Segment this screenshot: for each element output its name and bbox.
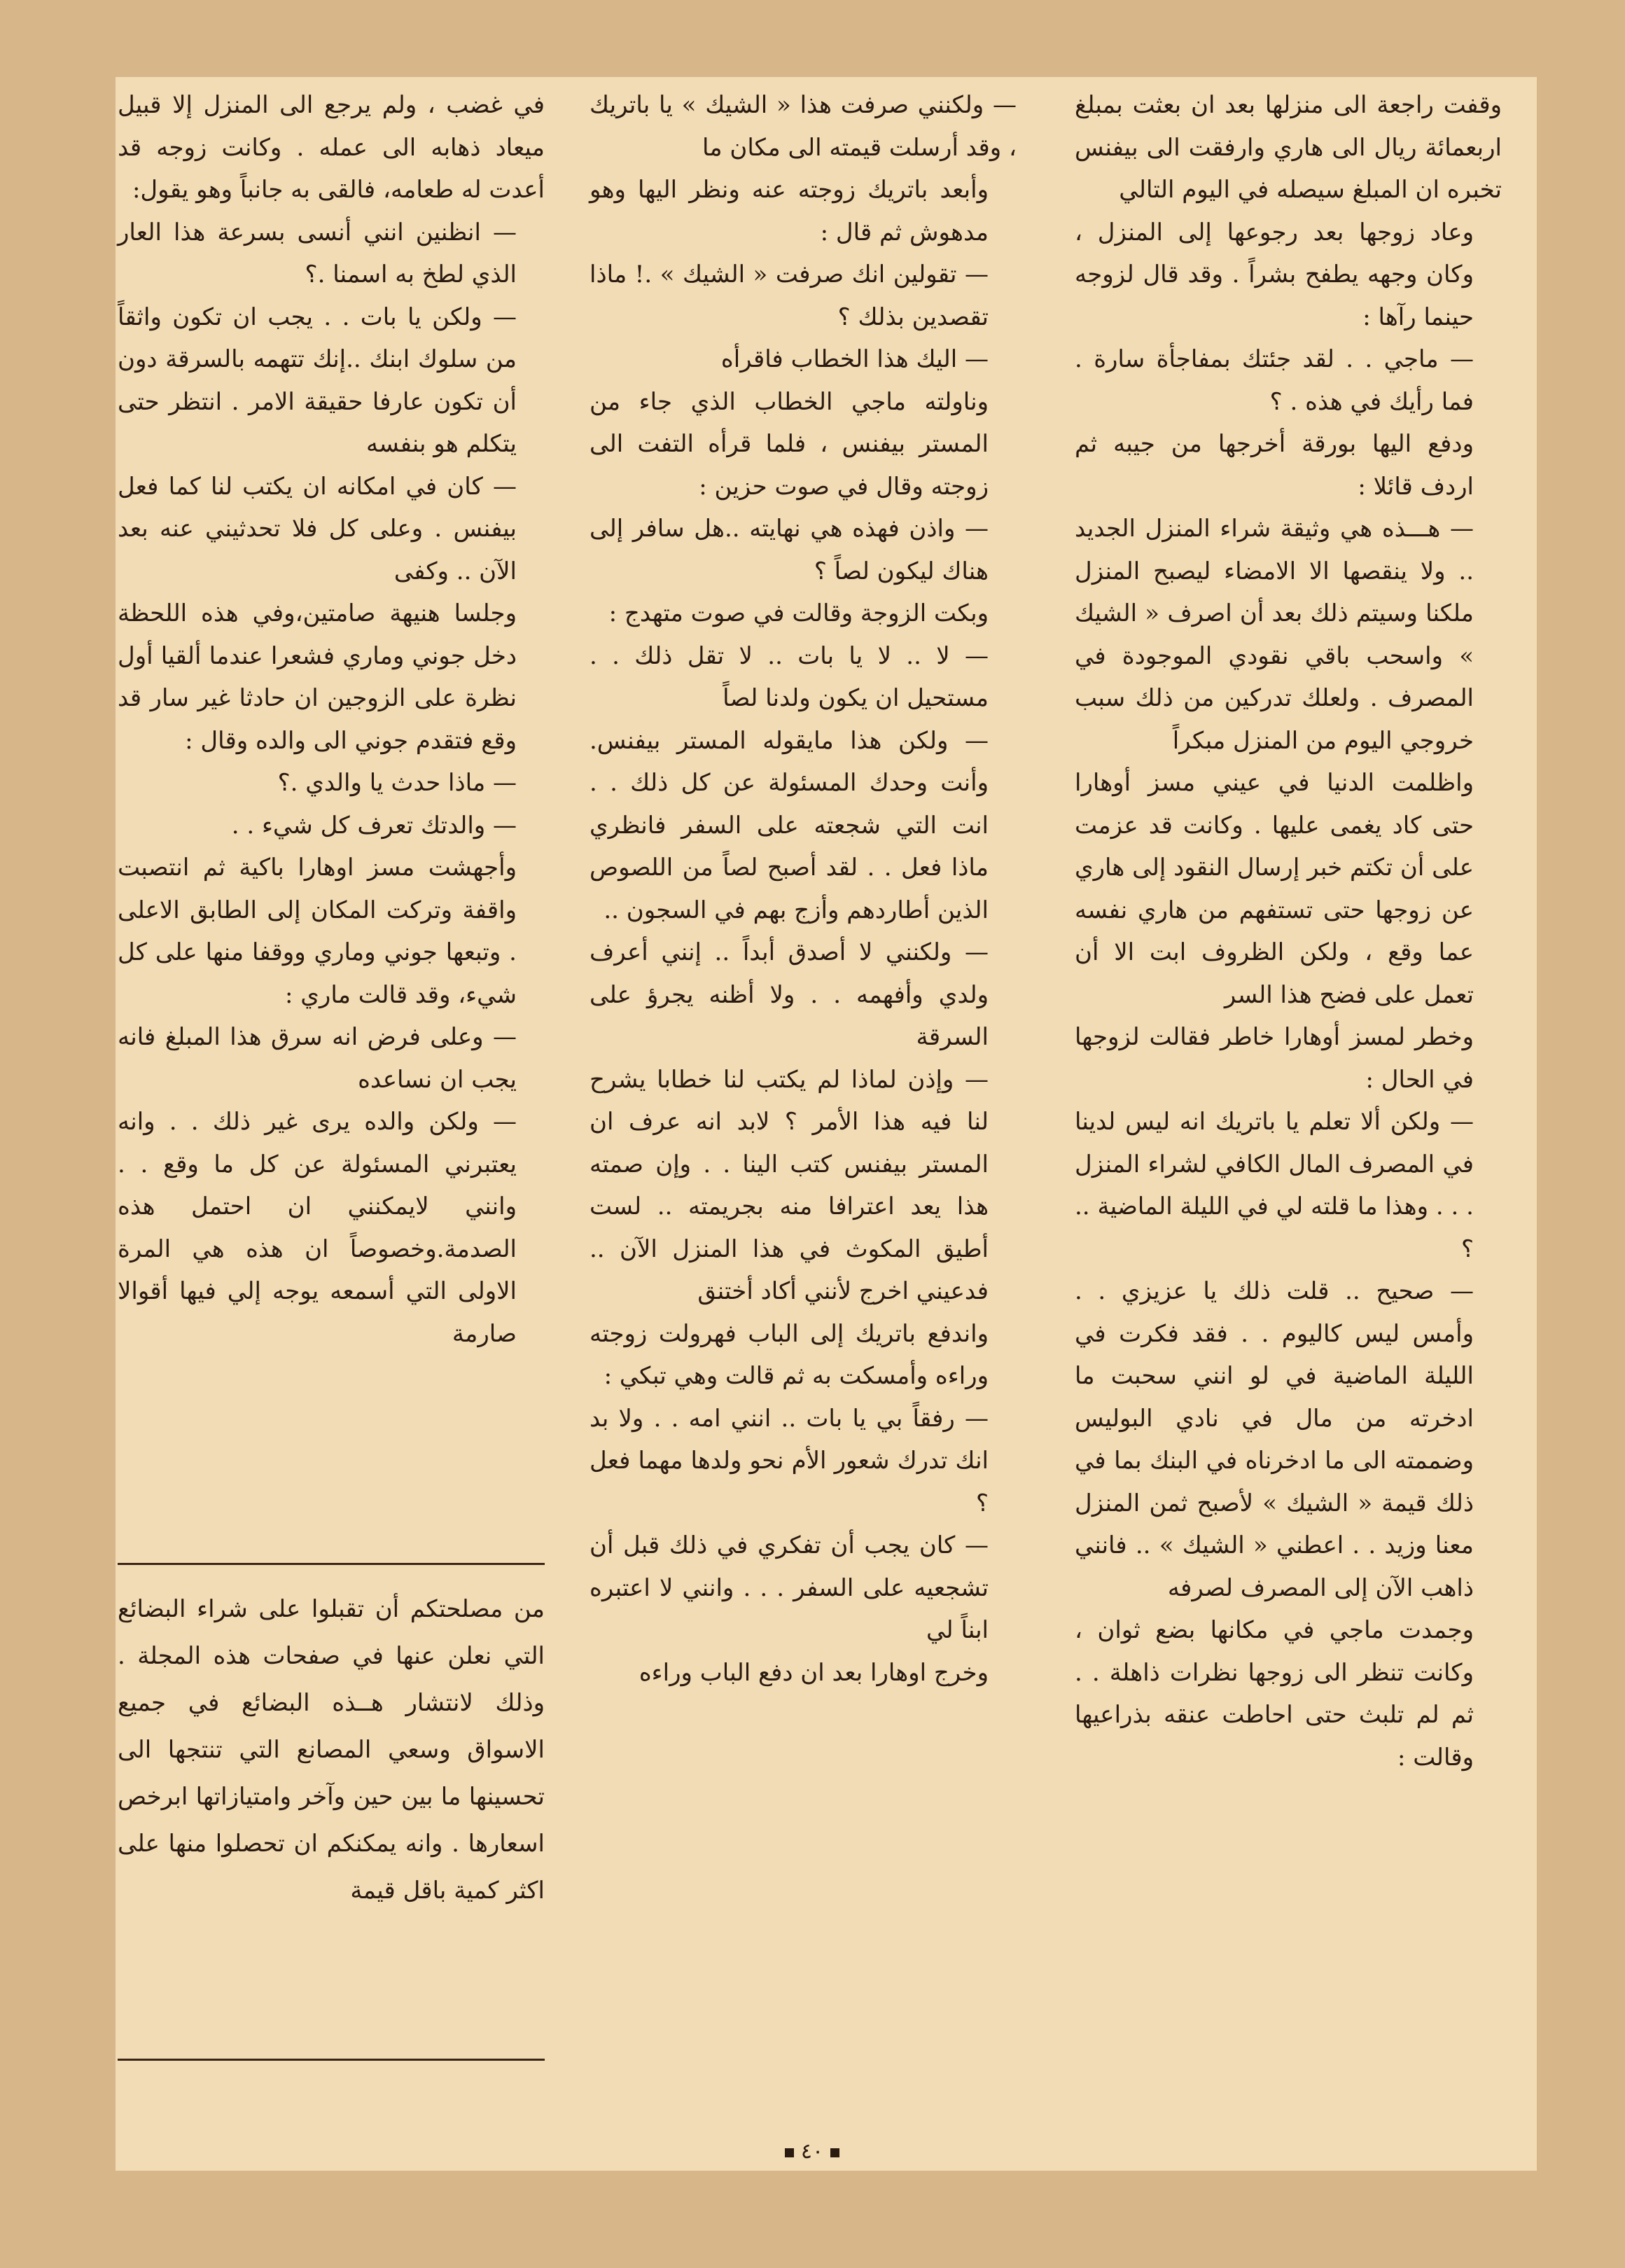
paragraph: — كان يجب أن تفكري في ذلك قبل أن تشجعيه على السفر . . . وانني لا اعتبره ابناً لي (590, 1531, 989, 1644)
paragraph: — وإذن لماذا لم يكتب لنا خطابا يشرح لنا فيه هذا الأمر ؟ لابد انه عرف ان المستر بيفنس كتب الينا . . وإن صمته هذا يعد اعترافا منه بجريمته .. لست أطيق المكوث في هذا المنزل الآن .. فدعيني اخرج لأنني أكاد أختنق (590, 1065, 989, 1305)
paragraph: — صحيح .. قلت ذلك يا عزيزي . . وأمس ليس كاليوم . . فقد فكرت في الليلة الماضية في لو انني سحبت ما ادخرته من مال في نادي البوليس وضممته الى ما ادخرناه في البنك بما في ذلك قيمة « الشيك » لأصبح ثمن المنزل معنا وزيد . . اعطني « الشيك » .. فانني ذاهب الآن إلى المصرف لصرفه (1075, 1277, 1474, 1602)
paragraph: — ولكن والده يرى غير ذلك . . وانه يعتبرني المسئولة عن كل ما وقع . . وانني لايمكنني ان احتمل هذه الصدمة.وخصوصاً ان هذه هي المرة الاولى التي أسمعه يوجه إلي فيها أقوالا صارمة (118, 1108, 517, 1348)
paragraph: واظلمت الدنيا في عيني مسز أوهارا حتى كاد يغمى عليها . وكانت قد عزمت على أن تكتم خبر إرسال النقود إلى هاري عن زوجها حتى تستفهم من هاري نفسه عما وقع ، ولكن الظروف ابت الا أن تعمل على فضح هذا السر (1075, 769, 1474, 1009)
paragraph: وخرج اوهارا بعد ان دفع الباب وراءه (639, 1658, 989, 1687)
text-column-middle (590, 84, 1017, 1694)
paragraph: — واذن فهذه هي نهايته ..هل سافر إلى هناك ليكون لصاً ؟ (590, 515, 989, 585)
paragraph: — هـــذه هي وثيقة شراء المنزل الجديد .. ولا ينقصها الا الامضاء ليصبح المنزل ملكنا وسيتم ذلك بعد أن اصرف « الشيك » واسحب باقي نقودي الموجودة في المصرف . ولعلك تدركين من ذلك سبب خروجي اليوم من المنزل مبكراً (1075, 515, 1474, 755)
paragraph: واندفع باتريك إلى الباب فهرولت زوجته وراءه وأمسكت به ثم قالت وهي تبكي : (590, 1319, 989, 1390)
paragraph: وجمدت ماجي في مكانها بضع ثوان ، وكانت تنظر الى زوجها نظرات ذاهلة . . ثم لم تلبث حتى احاطت عنقه بذراعيها وقالت : (1075, 1616, 1474, 1772)
paragraph: — ولكنني لا أصدق أبداً .. إنني أعرف ولدي وأفهمه . . ولا أظنه يجرؤ على السرقة (590, 938, 989, 1051)
paragraph: — اليك هذا الخطاب فاقرأه (720, 345, 989, 373)
paragraph: — رفقاً بي يا بات .. انني امه . . ولا بد انك تدرك شعور الأم نحو ولدها مهما فعل ؟ (590, 1404, 989, 1517)
advertisement-notice: من مصلحتكم أن تقبلوا على شراء البضائع التي نعلن عنها في صفحات هذه المجلة . وذلك لانتشار هــذه البضائع في جميع الاسواق وسعي المصانع التي تنتجها الى تحسينها ما بين حين وآخر وامتيازاتها ابرخص اسعارها . وانه يمكنكم ان تحصلوا منها على اكثر كمية باقل قيمة (118, 1595, 545, 1905)
paragraph: — ماذا حدث يا والدي .؟ (277, 769, 517, 797)
paragraph: وأجهشت مسز اوهارا باكية ثم انتصبت واقفة وتركت المكان إلى الطابق الاعلى . وتبعها جوني وماري ووقفا منها على كل شيء، وقد قالت ماري : (118, 854, 517, 1009)
paragraph: — والدتك تعرف كل شيء . . (231, 811, 517, 840)
paragraph: — ولكن هذا مايقوله المستر بيفنس. وأنت وحدك المسئولة عن كل ذلك . . انت التي شجعته على السفر فانظري ماذا فعل . . لقد أصبح لصاً من اللصوص الذين أطاردهم وأزج بهم في السجون .. (590, 726, 989, 924)
square-ornament-icon (785, 2148, 794, 2157)
square-ornament-icon (830, 2148, 839, 2157)
paragraph: — ماجي . . لقد جئتك بمفاجأة سارة . فما رأيك في هذه . ؟ (1075, 345, 1474, 416)
paragraph: — كان في امكانه ان يكتب لنا كما فعل بيفنس . وعلى كل فلا تحدثيني عنه بعد الآن .. وكفى (118, 472, 517, 585)
paragraph: ودفع اليها بورقة أخرجها من جيبه ثم اردف قائلا : (1075, 430, 1474, 501)
paragraph: — تقولين انك صرفت « الشيك » .! ماذا تقصدين بذلك ؟ (590, 260, 989, 331)
text-column-left (118, 84, 545, 1355)
paragraph: وعاد زوجها بعد رجوعها إلى المنزل ، وكان وجهه يطفح بشراً . وقد قال لزوجه حينما رآها : (1075, 218, 1474, 331)
page-number (728, 2139, 896, 2164)
paragraph: — لا .. لا يا بات .. لا تقل ذلك . . مستحيل ان يكون ولدنا لصاً (590, 641, 989, 712)
text-column-right (1075, 84, 1502, 1779)
paragraph: وناولته ماجي الخطاب الذي جاء من المستر بيفنس ، فلما قرأه التفت الى زوجته وقال في صوت حزين : (590, 387, 989, 501)
paragraph: — انظنين انني أنسى بسرعة هذا العار الذي لطخ به اسمنا .؟ (118, 218, 517, 288)
paragraph: وقفت راجعة الى منزلها بعد ان بعثت بمبلغ اربعمائة ريال الى هاري وارفقت الى بيفنس تخبره ان المبلغ سيصله في اليوم التالي (1075, 91, 1502, 204)
page-number-text: ٤٠ (800, 2139, 824, 2164)
divider-rule-top (118, 1563, 545, 1565)
paragraph: في غضب ، ولم يرجع الى المنزل إلا قبيل ميعاد ذهابه الى عمله . وكانت زوجه قد أعدت له طعامه، فالقى به جانباً وهو يقول: (118, 91, 545, 204)
paragraph: — ولكن ألا تعلم يا باتريك انه ليس لدينا في المصرف المال الكافي لشراء المنزل . . . وهذا ما قلته لي في الليلة الماضية .. ؟ (1075, 1108, 1474, 1263)
divider-rule-bottom (118, 2059, 545, 2061)
paragraph: وخطر لمسز أوهارا خاطر فقالت لزوجها في الحال : (1075, 1023, 1474, 1094)
paragraph: — وعلى فرض انه سرق هذا المبلغ فانه يجب ان نساعده (118, 1023, 517, 1094)
paragraph: — ولكن يا بات . . يجب ان تكون واثقاً من سلوك ابنك ..إنك تتهمه بالسرقة دون أن تكون عارفا حقيقة الامر . انتظر حتى يتكلم هو بنفسه (118, 302, 517, 458)
paragraph: وأبعد باتريك زوجته عنه ونظر اليها وهو مدهوش ثم قال : (590, 176, 989, 246)
paragraph: وجلسا هنيهة صامتين،وفي هذه اللحظة دخل جوني وماري فشعرا عندما ألقيا أول نظرة على الزوجين ان حادثا غير سار قد وقع فتقدم جوني الى والده وقال : (118, 599, 517, 755)
paragraph: وبكت الزوجة وقالت في صوت متهدج : (608, 599, 989, 627)
paragraph: — ولكنني صرفت هذا « الشيك » يا باتريك ، وقد أرسلت قيمته الى مكان ما (590, 91, 1017, 162)
